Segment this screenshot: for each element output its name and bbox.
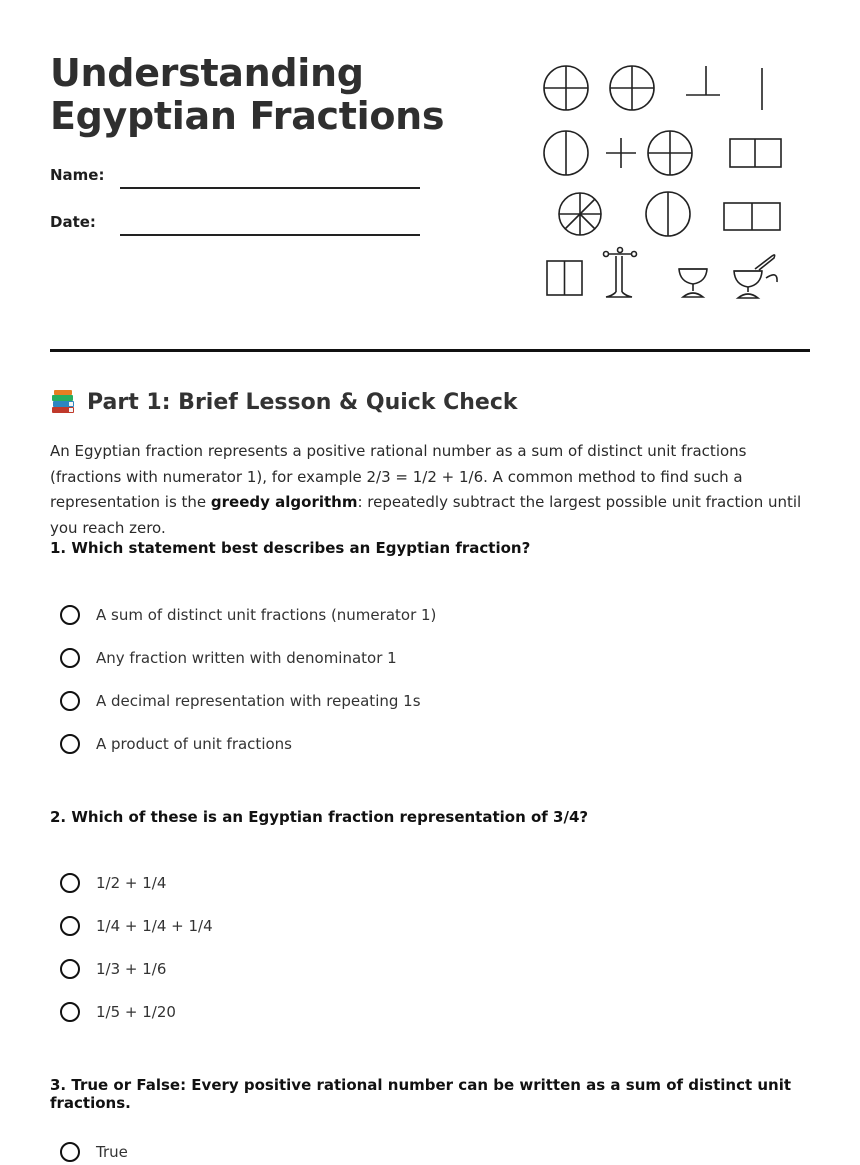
- option-label: 1/5 + 1/20: [96, 1003, 176, 1021]
- name-label: Name:: [50, 166, 105, 184]
- books-icon: [50, 389, 76, 415]
- radio-button[interactable]: [60, 873, 80, 893]
- hieroglyph-fractions-illustration: [536, 56, 790, 306]
- radio-button[interactable]: [60, 605, 80, 625]
- question-2-option-4[interactable]: [60, 999, 176, 1025]
- split-rectangle-glyph: [724, 203, 780, 230]
- option-label: 1/2 + 1/4: [96, 874, 167, 892]
- option-label: 1/4 + 1/4 + 1/4: [96, 917, 213, 935]
- question-1-option-2[interactable]: [60, 645, 397, 671]
- question-1-option-1[interactable]: [60, 602, 436, 628]
- quartered-circle-glyph: [610, 66, 654, 110]
- radio-button[interactable]: [60, 959, 80, 979]
- quartered-circle-glyph: [544, 66, 588, 110]
- lesson-text: An Egyptian fraction represents a positive rational number as a sum of distinct unit fractions (fractions with numerator 1), for example 2/3 = 1/2 + 1/6. A common method to find such a representation is the: [50, 442, 747, 511]
- mortar-pestle-glyph: [734, 255, 777, 298]
- question-1-text: 1. Which statement best describes an Egyptian fraction?: [50, 539, 531, 557]
- section-divider: [50, 349, 810, 352]
- plus-glyph: [606, 138, 636, 168]
- quartered-circle-glyph: [648, 131, 692, 175]
- radio-button[interactable]: [60, 1142, 80, 1162]
- question-1-option-4[interactable]: [60, 731, 292, 757]
- question-3-text: 3. True or False: Every positive rational number can be written as a sum of distinct unit fractions.: [50, 1076, 792, 1112]
- radio-button[interactable]: [60, 734, 80, 754]
- option-label: True: [96, 1143, 128, 1161]
- cup-glyph: [679, 269, 707, 297]
- name-field[interactable]: [120, 187, 420, 189]
- option-label: A product of unit fractions: [96, 735, 292, 753]
- question-2-option-2[interactable]: [60, 913, 213, 939]
- radio-button[interactable]: [60, 691, 80, 711]
- part1-heading-text: Part 1: Brief Lesson & Quick Check: [87, 389, 518, 415]
- question-2-text: 2. Which of these is an Egyptian fraction representation of 3/4?: [50, 808, 589, 826]
- greedy-algorithm-term: greedy algorithm: [210, 493, 358, 511]
- option-label: 1/3 + 1/6: [96, 960, 167, 978]
- lesson-paragraph: [50, 439, 815, 541]
- question-3-option-1[interactable]: [60, 1139, 128, 1165]
- option-label: A sum of distinct unit fractions (numerator 1): [96, 606, 437, 624]
- question-2-option-1[interactable]: [60, 870, 166, 896]
- stand-glyph: [604, 248, 637, 298]
- date-field[interactable]: [120, 234, 420, 236]
- radio-button[interactable]: [60, 1002, 80, 1022]
- radio-button[interactable]: [60, 648, 80, 668]
- split-rectangle-glyph: [730, 139, 781, 167]
- split-rectangle-glyph: [547, 261, 582, 295]
- part1-heading: [50, 389, 518, 415]
- date-label: Date:: [50, 213, 96, 231]
- sixths-circle-glyph: [559, 193, 601, 235]
- option-label: Any fraction written with denominator 1: [96, 649, 397, 667]
- question-1-option-3[interactable]: [60, 688, 421, 714]
- worksheet-title: Understanding Egyptian Fractions: [50, 51, 445, 138]
- halved-circle-glyph: [544, 131, 588, 175]
- question-2-option-3[interactable]: [60, 956, 166, 982]
- lesson-text-end: : repeatedly subtract the largest possible unit fraction until you reach zero.: [50, 493, 802, 537]
- halved-circle-glyph: [646, 192, 690, 236]
- option-label: A decimal representation with repeating 1s: [96, 692, 421, 710]
- radio-button[interactable]: [60, 916, 80, 936]
- inverted-t-glyph: [686, 66, 720, 95]
